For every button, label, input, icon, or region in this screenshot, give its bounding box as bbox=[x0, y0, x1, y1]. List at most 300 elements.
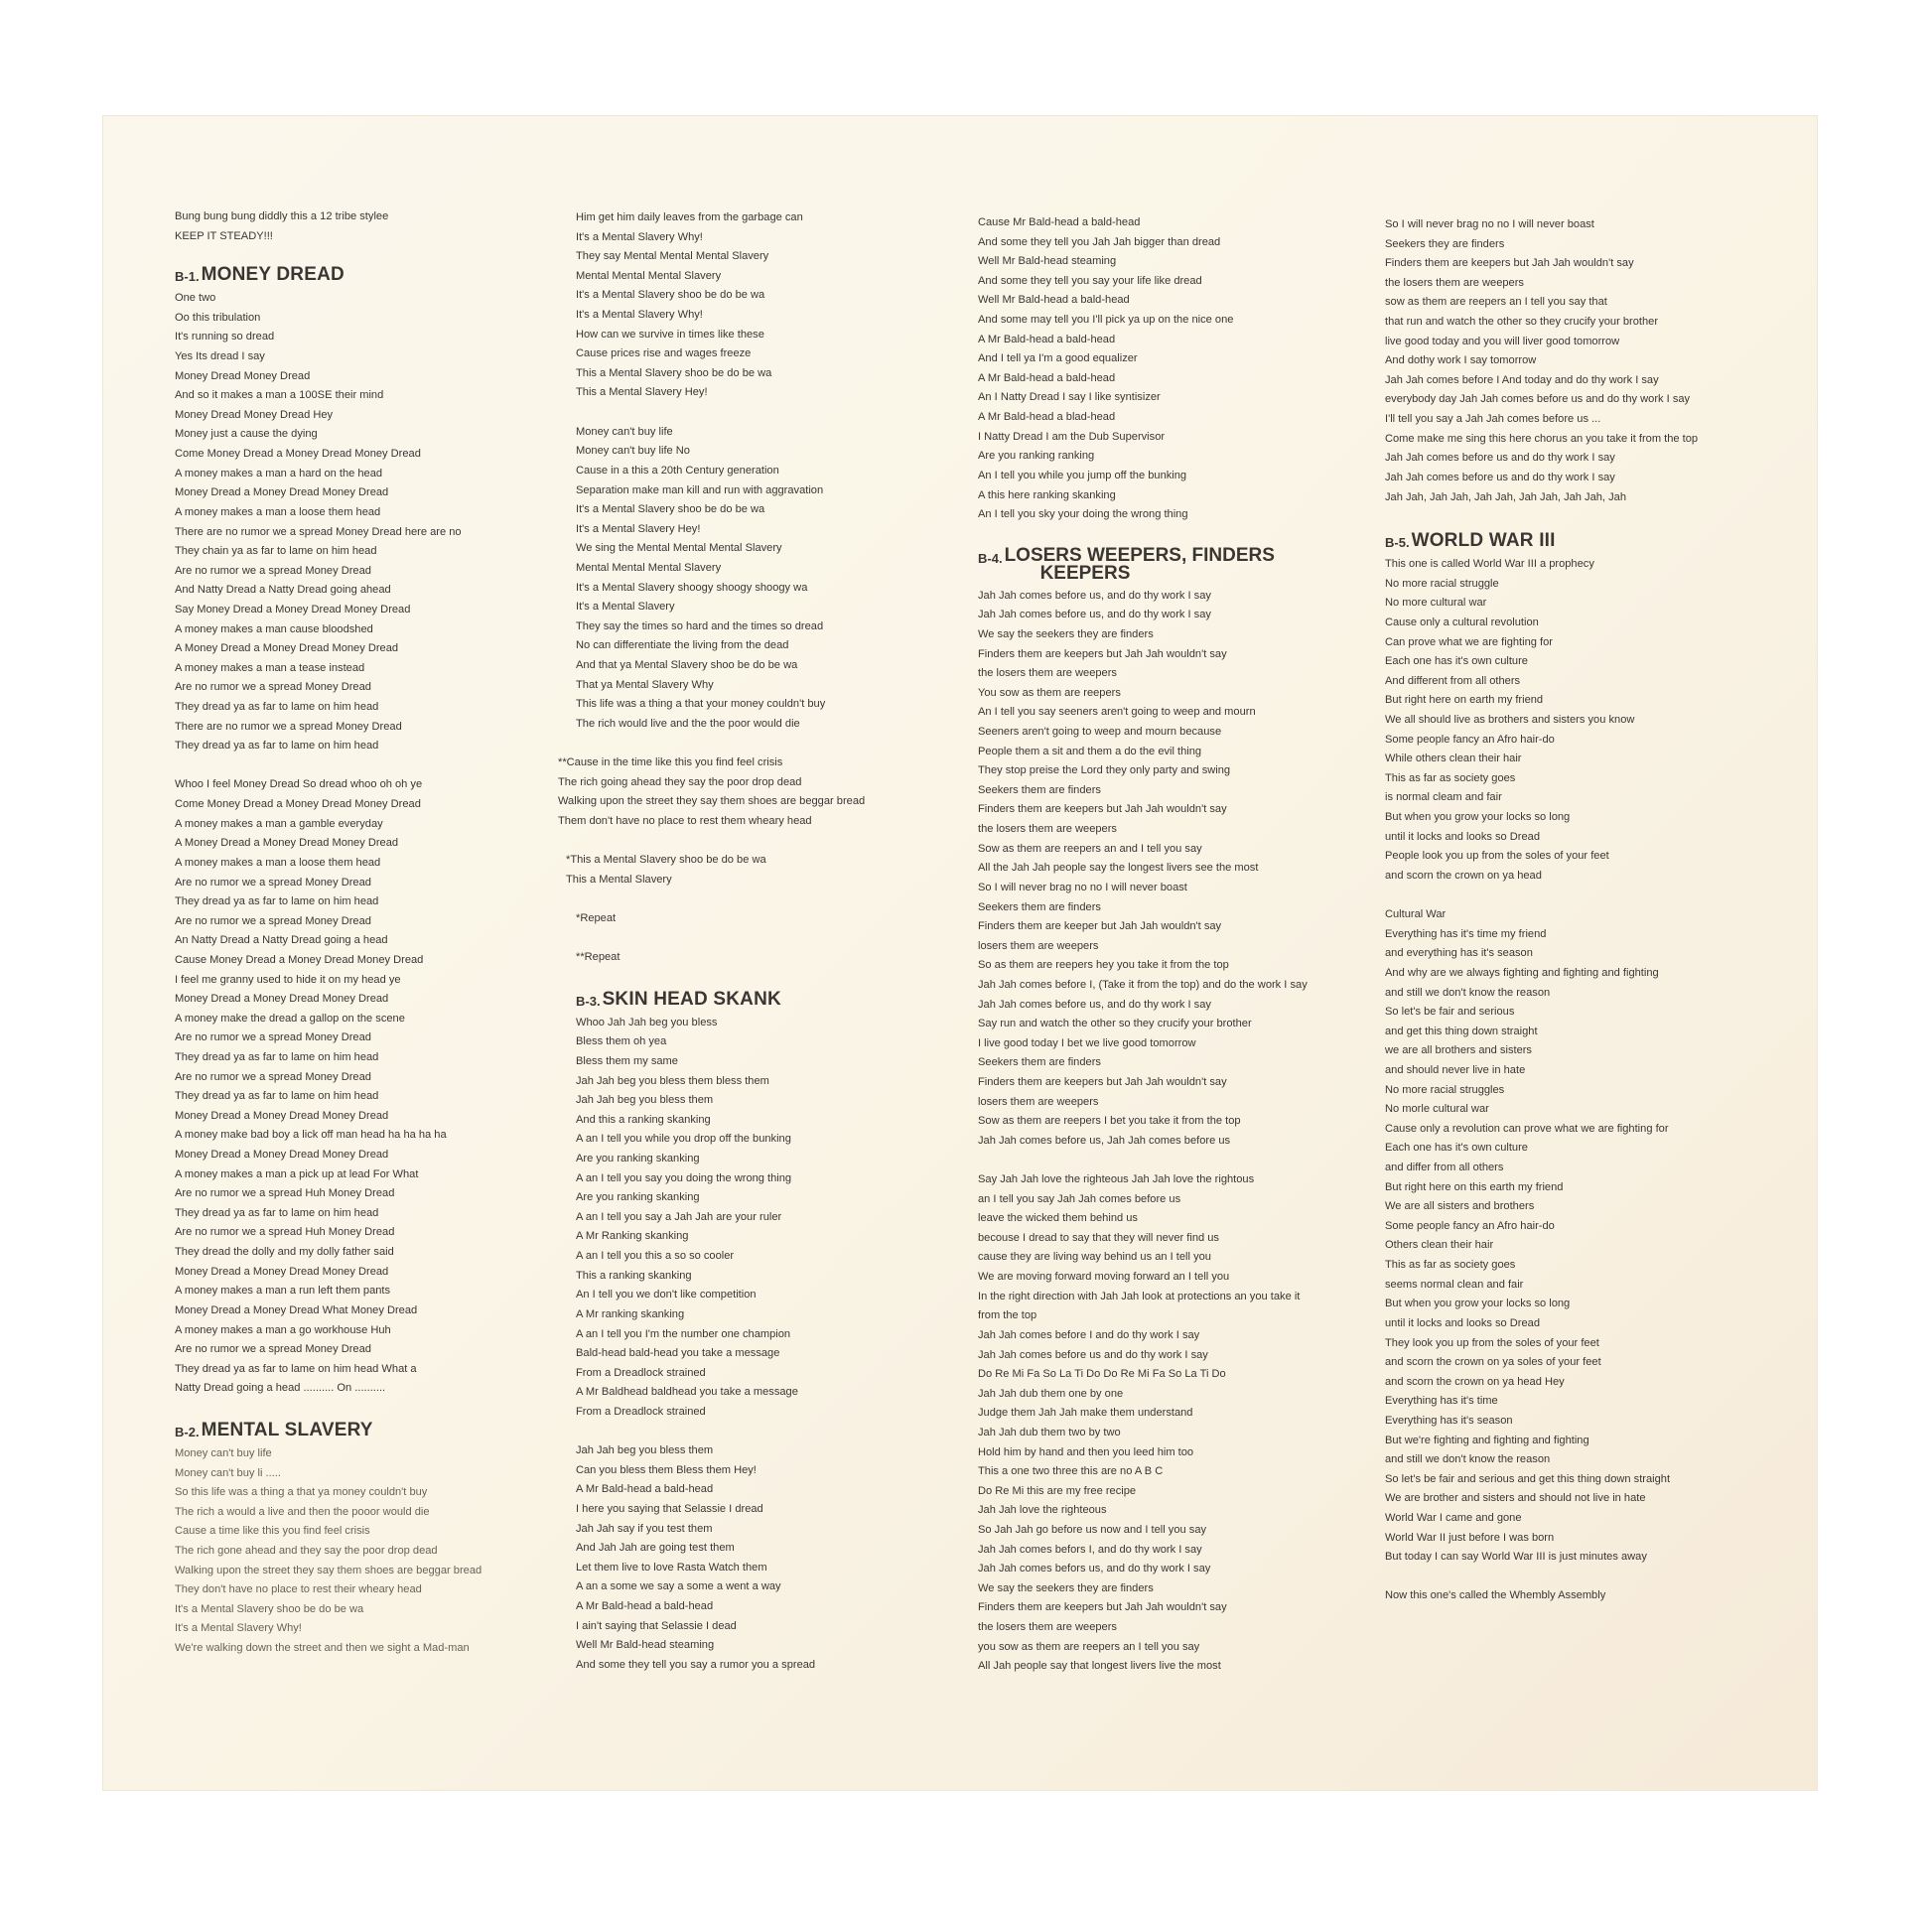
track-title: SKIN HEAD SKANK bbox=[602, 988, 781, 1010]
lyric-line: and still we don't know the reason bbox=[1385, 986, 1551, 999]
lyric-line: People look you up from the soles of your feet bbox=[1385, 850, 1609, 863]
lyric-line: and differ from all others bbox=[1385, 1162, 1504, 1174]
lyric-line: They dread ya as far to lame on him head bbox=[175, 1090, 379, 1103]
lyric-line: So I will never brag no no I will never boast bbox=[1385, 218, 1594, 230]
lyric-line: I feel me granny used to hide it on my head ye bbox=[175, 973, 401, 986]
lyric-line: Seeners aren't going to weep and mourn because bbox=[978, 726, 1222, 739]
lyric-line: losers them are weepers bbox=[978, 939, 1099, 952]
track-number: B-1. bbox=[175, 269, 200, 285]
lyric-line: **Cause in the time like this you find feel crisis bbox=[558, 756, 783, 769]
repeat-note: **Repeat bbox=[576, 951, 621, 964]
lyric-line: They look you up from the soles of your feet bbox=[1385, 1336, 1599, 1349]
lyric-line: I ain't saying that Selassie I dead bbox=[576, 1619, 737, 1632]
lyric-line: Are no rumor we a spread Money Dread bbox=[175, 681, 371, 694]
mental-slavery-lyrics bbox=[175, 1444, 552, 1659]
lyric-line: from the top bbox=[978, 1309, 1037, 1322]
lyric-line: The rich a would a live and then the pooor would die bbox=[175, 1505, 430, 1518]
lyric-line: A money make bad boy a lick off man head ha ha ha ha bbox=[175, 1129, 447, 1142]
lyric-line: They dread ya as far to lame on him head bbox=[175, 895, 379, 908]
lyric-line: the losers them are weepers bbox=[978, 1621, 1117, 1634]
lyric-line: Jah Jah beg you bless them bbox=[576, 1444, 714, 1457]
lyric-line: Them don't have no place to rest them wheary head bbox=[558, 814, 812, 827]
lyric-line: An I Natty Dread I say I like syntisizer bbox=[978, 391, 1161, 404]
lyric-line: They dread ya as far to lame on him head bbox=[175, 701, 379, 714]
lyric-line: A Money Dread a Money Dread Money Dread bbox=[175, 837, 399, 850]
lyric-line: We say the seekers they are finders bbox=[978, 1581, 1154, 1594]
lyric-line: Well Mr Bald-head steaming bbox=[576, 1639, 715, 1652]
lyric-line: It's a Mental Slavery bbox=[576, 601, 675, 614]
lyric-line: A an I tell you while you drop off the bunking bbox=[576, 1133, 791, 1146]
lyric-line: Cause a time like this you find feel crisis bbox=[175, 1525, 370, 1538]
lyric-line: While others clean their hair bbox=[1385, 753, 1522, 765]
lyric-line: We all should live as brothers and sisters you know bbox=[1385, 714, 1635, 727]
lyric-line: Money Dread a Money Dread Money Dread bbox=[175, 1109, 389, 1122]
world-war-iii-lyrics-b bbox=[1385, 905, 1782, 1568]
lyric-line: Jah Jah comes before us, and do thy work I say bbox=[978, 589, 1211, 602]
lyric-line: Jah Jah, Jah Jah, Jah Jah, Jah Jah, Jah Jah, Jah bbox=[1385, 490, 1626, 503]
lyric-line: They dread ya as far to lame on him head bbox=[175, 1206, 379, 1219]
lyric-line: everybody day Jah Jah comes before us and do thy work I say bbox=[1385, 393, 1691, 406]
column-2 bbox=[558, 208, 973, 1675]
lyric-line: Are no rumor we a spread Money Dread bbox=[175, 564, 371, 577]
lyric-line: Are no rumor we a spread Money Dread bbox=[175, 876, 371, 889]
lyric-line: A Mr ranking skanking bbox=[576, 1307, 685, 1320]
lyric-line: No morle cultural war bbox=[1385, 1103, 1489, 1116]
lyric-line: Seekers them are finders bbox=[978, 783, 1101, 796]
lyric-line: Are you ranking skanking bbox=[576, 1191, 700, 1204]
money-dread-lyrics-a bbox=[175, 289, 552, 756]
lyric-line: an I tell you say Jah Jah comes before us bbox=[978, 1192, 1181, 1205]
mental-slavery-lyrics-a bbox=[576, 208, 973, 403]
lyric-line: So as them are reepers hey you take it from the top bbox=[978, 959, 1229, 972]
lyric-line: A Mr Baldhead baldhead you take a message bbox=[576, 1386, 798, 1399]
lyric-line: Jah Jah comes before us, and do thy work I say bbox=[978, 609, 1211, 621]
lyric-line: An I tell you while you jump off the bunking bbox=[978, 469, 1187, 481]
lyric-line: I Natty Dread I am the Dub Supervisor bbox=[978, 430, 1166, 443]
column-1 bbox=[175, 207, 552, 1659]
lyric-line: A money makes a man a loose them head bbox=[175, 856, 381, 869]
lyric-line: But right here on earth my friend bbox=[1385, 694, 1544, 707]
track-title: MENTAL SLAVERY bbox=[201, 1419, 373, 1440]
lyric-line: live good today and you will liver good tomorrow bbox=[1385, 335, 1620, 347]
lyric-line: So let's be fair and serious bbox=[1385, 1006, 1515, 1019]
lyric-line: Some people fancy an Afro hair-do bbox=[1385, 733, 1555, 746]
lyric-line: A an I tell you say a Jah Jah are your ruler bbox=[576, 1210, 782, 1223]
lyric-line: The rich gone ahead and they say the poor drop dead bbox=[175, 1545, 438, 1557]
lyric-line: Do Re Mi this are my free recipe bbox=[978, 1484, 1137, 1497]
lyric-line: And dothy work I say tomorrow bbox=[1385, 354, 1537, 367]
lyric-line: This as far as society goes bbox=[1385, 771, 1516, 784]
lyric-line: From a Dreadlock strained bbox=[576, 1405, 706, 1418]
lyric-line: An I tell you say seeners aren't going to weep and mourn bbox=[978, 706, 1256, 719]
lyric-line: Seekers them are finders bbox=[978, 1056, 1101, 1069]
lyric-line: Finders them are keeper but Jah Jah wouldn't say bbox=[978, 920, 1222, 933]
section-heading-b4 bbox=[978, 544, 1375, 584]
lyric-line: Cause Money Dread a Money Dread Money Dread bbox=[175, 953, 424, 966]
lyric-line: Jah Jah beg you bless them bless them bbox=[576, 1074, 769, 1087]
lyric-line: Judge them Jah Jah make them understand bbox=[978, 1407, 1193, 1420]
lyric-line: Money just a cause the dying bbox=[175, 428, 318, 441]
lyric-line: So let's be fair and serious and get this thing down straight bbox=[1385, 1472, 1671, 1485]
lyric-line: From a Dreadlock strained bbox=[576, 1366, 706, 1379]
lyric-line: A Mr Bald-head a bald-head bbox=[978, 371, 1116, 384]
lyric-line: Are no rumor we a spread Money Dread bbox=[175, 1070, 371, 1083]
lyric-line: Separation make man kill and run with aggravation bbox=[576, 483, 824, 496]
lyric-line: Jah Jah comes befors us, and do thy work I say bbox=[978, 1563, 1211, 1575]
lyric-line: sow as them are reepers an I tell you say that bbox=[1385, 296, 1607, 309]
money-dread-lyrics-b bbox=[175, 775, 552, 1399]
lyric-line: But when you grow your locks so long bbox=[1385, 1298, 1571, 1310]
lyric-line: Jah Jah dub them two by two bbox=[978, 1426, 1121, 1438]
lyric-line: A Mr Bald-head a bald-head bbox=[576, 1483, 714, 1496]
lyric-line: No more racial struggle bbox=[1385, 577, 1499, 590]
lyric-line: How can we survive in times like these bbox=[576, 328, 764, 341]
lyric-line: An I tell you sky your doing the wrong thing bbox=[978, 508, 1188, 521]
lyric-line: One two bbox=[175, 292, 216, 305]
losers-weepers-lyrics-b bbox=[978, 1170, 1375, 1677]
lyric-line: It's a Mental Slavery shoogy shoogy shoogy wa bbox=[576, 581, 808, 594]
lyric-line: We sing the Mental Mental Mental Slavery bbox=[576, 542, 782, 555]
lyric-line: Jah Jah beg you bless them bbox=[576, 1094, 714, 1107]
mental-slavery-lyrics-b bbox=[576, 423, 973, 735]
lyric-line: Cause only a cultural revolution bbox=[1385, 616, 1539, 628]
lyric-line: They don't have no place to rest their wheary head bbox=[175, 1583, 422, 1596]
section-heading-b3 bbox=[576, 990, 973, 1010]
skin-head-skank-lyrics-a bbox=[576, 1014, 973, 1423]
lyric-line: Cause prices rise and wages freeze bbox=[576, 347, 752, 360]
lyric-line: And some they tell you say a rumor you a spread bbox=[576, 1658, 816, 1671]
lyric-line: Are no rumor we a spread Money Dread bbox=[175, 1031, 371, 1044]
lyric-line: Everything has it's time bbox=[1385, 1395, 1498, 1408]
lyric-line: We are all sisters and brothers bbox=[1385, 1200, 1535, 1213]
lyric-line: Whoo I feel Money Dread So dread whoo oh oh ye bbox=[175, 778, 423, 791]
lyric-line: A Mr Ranking skanking bbox=[576, 1230, 689, 1243]
lyric-line: Everything has it's season bbox=[1385, 1414, 1513, 1427]
lyric-line: No more cultural war bbox=[1385, 597, 1487, 610]
lyric-line: Well Mr Bald-head a bald-head bbox=[978, 294, 1130, 307]
lyric-line: cause they are living way behind us an I tell you bbox=[978, 1251, 1211, 1264]
lyric-line: No can differentiate the living from the dead bbox=[576, 639, 789, 652]
lyric-line: Jah Jah say if you test them bbox=[576, 1522, 713, 1535]
lyric-line: Jah Jah comes before us, Jah Jah comes before us bbox=[978, 1134, 1231, 1147]
outro-line: Now this one's called the Whembly Assembly bbox=[1385, 1589, 1606, 1602]
lyric-line: All Jah people say that longest livers live the most bbox=[978, 1660, 1221, 1673]
lyric-line: They dread ya as far to lame on him head bbox=[175, 1050, 379, 1063]
lyric-line: And Natty Dread a Natty Dread going ahead bbox=[175, 584, 391, 597]
lyric-line: Cultural War bbox=[1385, 908, 1447, 921]
lyric-line: And Jah Jah are going test them bbox=[576, 1542, 735, 1555]
track-number: B-5. bbox=[1385, 535, 1410, 551]
lyric-line: is normal cleam and fair bbox=[1385, 791, 1502, 804]
lyric-line: A money makes a man a loose them head bbox=[175, 505, 381, 518]
lyric-line: This a Mental Slavery Hey! bbox=[576, 386, 708, 399]
lyric-line: A an I tell you say you doing the wrong thing bbox=[576, 1171, 792, 1184]
lyric-line: Can you bless them Bless them Hey! bbox=[576, 1463, 757, 1476]
lyric-line: So Jah Jah go before us now and I tell you say bbox=[978, 1524, 1207, 1536]
lyric-line: Come Money Dread a Money Dread Money Dread bbox=[175, 798, 421, 811]
lyric-line: There are no rumor we a spread Money Dread here are no bbox=[175, 525, 462, 538]
lyric-line: They say Mental Mental Mental Slavery bbox=[576, 250, 769, 263]
lyric-line: Money Dread a Money Dread Money Dread bbox=[175, 1149, 389, 1162]
track-title: MONEY DREAD bbox=[201, 264, 345, 286]
lyric-line: But we're fighting and fighting and fighting bbox=[1385, 1434, 1589, 1446]
lyric-line: They say the times so hard and the times so dread bbox=[576, 619, 824, 632]
lyric-line: They dread ya as far to lame on him head What a bbox=[175, 1362, 417, 1375]
lyric-line: People them a sit and them a do the evil thing bbox=[978, 745, 1202, 757]
lyric-line: A money makes a man a gamble everyday bbox=[175, 817, 383, 830]
lyric-line: and get this thing down straight bbox=[1385, 1025, 1538, 1037]
track-number: B-4. bbox=[978, 550, 1003, 566]
lyric-line: Finders them are keepers but Jah Jah wouldn't say bbox=[978, 803, 1227, 816]
lyric-line: The rich would live and the the poor would die bbox=[576, 717, 800, 730]
lyric-line: It's a Mental Slavery Why! bbox=[175, 1622, 302, 1635]
lyric-line: and scorn the crown on ya head Hey bbox=[1385, 1375, 1565, 1388]
lyric-line: Cause in a this a 20th Century generation bbox=[576, 464, 779, 477]
lyric-line: It's a Mental Slavery Why! bbox=[576, 309, 703, 322]
lyric-line: And some may tell you I'll pick ya up on the nice one bbox=[978, 314, 1234, 327]
lyric-line: Bald-head bald-head you take a message bbox=[576, 1347, 780, 1360]
lyric-line: Yes Its dread I say bbox=[175, 350, 265, 363]
lyric-line: Money can't buy life bbox=[576, 425, 673, 438]
lyric-line: and scorn the crown on ya soles of your feet bbox=[1385, 1356, 1601, 1369]
lyric-line: Everything has it's time my friend bbox=[1385, 927, 1547, 940]
mental-slavery-lyrics-d bbox=[566, 851, 973, 890]
lyric-line: In the right direction with Jah Jah look at protections an you take it bbox=[978, 1290, 1301, 1302]
skin-head-skank-lyrics-c bbox=[978, 213, 1375, 525]
lyric-line: Come Money Dread a Money Dread Money Dread bbox=[175, 448, 421, 461]
lyric-line: Do Re Mi Fa So La Ti Do Do Re Mi Fa So La Ti Do bbox=[978, 1368, 1226, 1381]
lyric-line: A an a some we say a some a went a way bbox=[576, 1580, 781, 1593]
lyric-line: We say the seekers they are finders bbox=[978, 627, 1154, 640]
lyric-line: Say Money Dread a Money Dread Money Dread bbox=[175, 603, 411, 616]
lyric-line: Jah Jah comes before us and do thy work I say bbox=[1385, 471, 1615, 483]
lyric-line: World War II just before I was born bbox=[1385, 1531, 1555, 1544]
lyric-line: I live good today I bet we live good tomorrow bbox=[978, 1036, 1196, 1049]
lyric-line: A money makes a man cause bloodshed bbox=[175, 622, 373, 635]
track-number: B-3. bbox=[576, 993, 601, 1009]
lyric-line: This as far as society goes bbox=[1385, 1259, 1516, 1272]
lyric-line: An I tell you we don't like competition bbox=[576, 1289, 757, 1301]
lyric-line: It's a Mental Slavery Why! bbox=[576, 230, 703, 243]
section-heading-b2 bbox=[175, 1421, 552, 1440]
lyric-line: Money Dread a Money Dread Money Dread bbox=[175, 1265, 389, 1278]
lyric-line: and scorn the crown on ya head bbox=[1385, 869, 1542, 882]
lyric-line: A money makes a man a run left them pants bbox=[175, 1285, 391, 1298]
lyric-line: Can prove what we are fighting for bbox=[1385, 635, 1553, 648]
lyric-line: And some they tell you say your life like dread bbox=[978, 274, 1202, 287]
lyric-line: Say Jah Jah love the righteous Jah Jah love the rightous bbox=[978, 1173, 1255, 1186]
lyric-line: Jah Jah love the righteous bbox=[978, 1504, 1107, 1517]
lyric-line: A an I tell you I'm the number one champion bbox=[576, 1327, 791, 1340]
lyric-line: And so it makes a man a 100SE their mind bbox=[175, 389, 384, 402]
lyric-line: This a ranking skanking bbox=[576, 1269, 692, 1282]
lyric-line: There are no rumor we a spread Money Dread bbox=[175, 720, 402, 733]
lyric-line: But right here on this earth my friend bbox=[1385, 1180, 1564, 1193]
lyric-line: It's a Mental Slavery Hey! bbox=[576, 522, 701, 535]
lyric-line: Natty Dread going a head .......... On .......... bbox=[175, 1382, 386, 1395]
track-number: B-2. bbox=[175, 1424, 200, 1439]
lyric-line: I here you saying that Selassie I dread bbox=[576, 1503, 763, 1515]
lyric-line: The rich going ahead they say the poor drop dead bbox=[558, 775, 802, 788]
lyric-line: Walking upon the street they say them shoes are beggar bread bbox=[175, 1564, 483, 1576]
lyric-line: A an I tell you this a so so cooler bbox=[576, 1250, 735, 1263]
lyric-line: Each one has it's own culture bbox=[1385, 655, 1528, 668]
lyric-line: Money Dread a Money Dread Money Dread bbox=[175, 993, 389, 1006]
mental-slavery-lyrics-c bbox=[558, 753, 973, 831]
lyric-line: A Money Dread a Money Dread Money Dread bbox=[175, 642, 399, 655]
lyric-line: Jah Jah comes befors I, and do thy work I say bbox=[978, 1543, 1202, 1556]
lyric-line: leave the wicked them behind us bbox=[978, 1212, 1138, 1225]
lyric-line: Are no rumor we a spread Huh Money Dread bbox=[175, 1187, 395, 1200]
lyric-line: They dread the dolly and my dolly father said bbox=[175, 1246, 394, 1259]
lyric-line: Jah Jah comes before I, (Take it from the top) and do the work I say bbox=[978, 978, 1308, 991]
skin-head-skank-lyrics-b bbox=[576, 1441, 973, 1675]
lyric-line: Are no rumor we a spread Money Dread bbox=[175, 1343, 371, 1356]
lyric-line: Money Dread a Money Dread What Money Dread bbox=[175, 1303, 418, 1316]
lyric-line: They stop preise the Lord they only party and swing bbox=[978, 764, 1231, 777]
lyric-line: the losers them are weepers bbox=[1385, 276, 1524, 289]
lyric-line: Sow as them are reepers I bet you take it from the top bbox=[978, 1115, 1241, 1128]
lyric-line: They chain ya as far to lame on him head bbox=[175, 545, 377, 558]
lyric-line: I'll tell you say a Jah Jah comes before us ... bbox=[1385, 413, 1601, 426]
lyric-line: Each one has it's own culture bbox=[1385, 1142, 1528, 1155]
lyric-line: Hold him by hand and then you leed him too bbox=[978, 1445, 1194, 1458]
lyric-line: A this here ranking skanking bbox=[978, 488, 1116, 501]
lyric-line: Finders them are keepers but Jah Jah wouldn't say bbox=[978, 647, 1227, 660]
lyric-line: Are no rumor we a spread Money Dread bbox=[175, 914, 371, 927]
lyric-line: And this a ranking skanking bbox=[576, 1113, 711, 1126]
lyric-line: Jah Jah comes before I And today and do thy work I say bbox=[1385, 373, 1659, 386]
lyric-line: Finders them are keepers but Jah Jah wouldn't say bbox=[978, 1601, 1227, 1614]
section-heading-b1 bbox=[175, 265, 552, 285]
lyric-line: But when you grow your locks so long bbox=[1385, 811, 1571, 824]
lyric-line: Jah Jah comes before I and do thy work I say bbox=[978, 1328, 1200, 1341]
lyric-line: Are no rumor we a spread Huh Money Dread bbox=[175, 1226, 395, 1239]
lyric-line: Bless them oh yea bbox=[576, 1035, 667, 1048]
repeat-note: *Repeat bbox=[576, 911, 617, 924]
lyric-line: Sow as them are reepers an and I tell you say bbox=[978, 842, 1202, 855]
lyric-line: Jah Jah comes before us, and do thy work I say bbox=[978, 998, 1211, 1011]
lyric-line: Money can't buy li ..... bbox=[175, 1466, 281, 1479]
lyric-line: Jah Jah comes before us and do thy work I say bbox=[978, 1348, 1208, 1361]
lyric-line: you sow as them are reepers an I tell you say bbox=[978, 1640, 1200, 1653]
lyric-line: Money Dread a Money Dread Money Dread bbox=[175, 486, 389, 499]
lyric-line: But today I can say World War III is just minutes away bbox=[1385, 1551, 1647, 1564]
lyric-line: Seekers them are finders bbox=[978, 900, 1101, 913]
losers-weepers-lyrics-a bbox=[978, 587, 1375, 1152]
lyric-line: And why are we always fighting and fighting and fighting bbox=[1385, 966, 1659, 979]
lyric-line: and still we don't know the reason bbox=[1385, 1453, 1551, 1466]
lyric-line: This life was a thing a that your money couldn't buy bbox=[576, 698, 826, 711]
lyric-line: An Natty Dread a Natty Dread going a head bbox=[175, 934, 388, 947]
track-title: LOSERS WEEPERS, FINDERS bbox=[1004, 544, 1275, 566]
lyric-line: Him get him daily leaves from the garbage can bbox=[576, 211, 803, 223]
lyric-line: And that ya Mental Slavery shoo be do be wa bbox=[576, 659, 798, 672]
lyric-line: the losers them are weepers bbox=[978, 823, 1117, 836]
lyric-line: Finders them are keepers but Jah Jah wouldn't say bbox=[978, 1075, 1227, 1088]
lyric-line: A money makes a man a tease instead bbox=[175, 661, 365, 674]
lyric-line: Money can't buy life bbox=[175, 1446, 272, 1459]
lyric-line: Bless them my same bbox=[576, 1054, 678, 1067]
lyric-line: seems normal clean and fair bbox=[1385, 1278, 1524, 1291]
lyric-line: until it locks and looks so Dread bbox=[1385, 830, 1541, 843]
lyric-line: It's a Mental Slavery shoo be do be wa bbox=[576, 289, 765, 302]
column-3 bbox=[978, 213, 1375, 1677]
lyric-line: and should never live in hate bbox=[1385, 1063, 1526, 1076]
lyric-line: until it locks and looks so Dread bbox=[1385, 1316, 1541, 1329]
lyric-line: This one is called World War III a prophecy bbox=[1385, 558, 1594, 571]
lyric-line: They dread ya as far to lame on him head bbox=[175, 740, 379, 753]
lyric-line: A money make the dread a gallop on the scene bbox=[175, 1012, 405, 1025]
lyric-line: World War I came and gone bbox=[1385, 1512, 1522, 1524]
lyric-line: Cause Mr Bald-head a bald-head bbox=[978, 216, 1141, 228]
lyric-line: Come make me sing this here chorus an you take it from the top bbox=[1385, 432, 1699, 445]
lyric-line: Some people fancy an Afro hair-do bbox=[1385, 1219, 1555, 1232]
lyric-line: All the Jah Jah people say the longest livers see the most bbox=[978, 862, 1259, 875]
lyric-line: A money makes a man a go workhouse Huh bbox=[175, 1323, 391, 1336]
lyric-line: A Mr Bald-head a blad-head bbox=[978, 411, 1116, 424]
lyric-line: A money makes a man a pick up at lead For What bbox=[175, 1167, 419, 1180]
lyric-line: It's a Mental Slavery shoo be do be wa bbox=[175, 1602, 364, 1615]
lyric-line: Money can't buy life No bbox=[576, 445, 690, 458]
lyric-line: Walking upon the street they say them shoes are beggar bread bbox=[558, 795, 866, 808]
lyric-line: Let them live to love Rasta Watch them bbox=[576, 1561, 767, 1574]
lyric-line: So I will never brag no no I will never boast bbox=[978, 881, 1187, 893]
lyric-line: This a one two three this are no A B C bbox=[978, 1465, 1164, 1478]
lyric-line: And some they tell you Jah Jah bigger than dread bbox=[978, 235, 1221, 248]
lyric-line: becouse I dread to say that they will never find us bbox=[978, 1231, 1219, 1244]
lyric-line: we are all brothers and sisters bbox=[1385, 1044, 1532, 1057]
lyric-line: KEEP IT STEADY!!! bbox=[175, 229, 273, 242]
track-title: WORLD WAR III bbox=[1411, 530, 1556, 552]
lyric-line: No more racial struggles bbox=[1385, 1083, 1505, 1096]
lyric-line: *This a Mental Slavery shoo be do be wa bbox=[566, 854, 766, 867]
intro-lines bbox=[175, 207, 552, 246]
lyric-line: This a Mental Slavery shoo be do be wa bbox=[576, 366, 772, 379]
lyric-line: And I tell ya I'm a good equalizer bbox=[978, 352, 1138, 365]
lyric-line: Others clean their hair bbox=[1385, 1239, 1494, 1252]
lyric-line: Whoo Jah Jah beg you bless bbox=[576, 1016, 718, 1028]
lyric-line: Finders them are keepers but Jah Jah wouldn't say bbox=[1385, 257, 1634, 270]
lyric-line: A Mr Bald-head a bald-head bbox=[978, 333, 1116, 345]
section-heading-b5 bbox=[1385, 531, 1782, 551]
lyric-line: Well Mr Bald-head steaming bbox=[978, 255, 1117, 268]
lyric-line: A Mr Bald-head a bald-head bbox=[576, 1600, 714, 1613]
lyric-line: This a Mental Slavery bbox=[566, 873, 672, 886]
lyric-line: We are brother and sisters and should not live in hate bbox=[1385, 1492, 1646, 1505]
lyric-line: You sow as them are reepers bbox=[978, 686, 1121, 699]
lyric-line: Are you ranking ranking bbox=[978, 450, 1095, 463]
lyric-line: It's a Mental Slavery shoo be do be wa bbox=[576, 503, 765, 516]
lyric-line: Mental Mental Mental Slavery bbox=[576, 561, 722, 574]
lyric-line: And different from all others bbox=[1385, 674, 1521, 687]
lyric-line: Money Dread Money Dread bbox=[175, 369, 311, 382]
lyric-line: Money Dread Money Dread Hey bbox=[175, 408, 334, 421]
lyric-line: Say run and watch the other so they crucify your brother bbox=[978, 1018, 1252, 1030]
track-title-continued: KEEPERS bbox=[1039, 562, 1131, 584]
lyric-line: Jah Jah comes before us and do thy work I say bbox=[1385, 452, 1615, 465]
lyric-line: Jah Jah dub them one by one bbox=[978, 1387, 1124, 1400]
lyric-line: Mental Mental Mental Slavery bbox=[576, 269, 722, 282]
column-4 bbox=[1385, 215, 1782, 1606]
lyric-line: We are moving forward moving forward an I tell you bbox=[978, 1271, 1230, 1284]
lyric-line: Cause only a revolution can prove what we are fighting for bbox=[1385, 1122, 1669, 1135]
lyric-line: A money makes a man a hard on the head bbox=[175, 467, 383, 479]
lyric-line: that run and watch the other so they crucify your brother bbox=[1385, 316, 1659, 329]
lyric-line: Oo this tribulation bbox=[175, 311, 261, 324]
lyric-line: and everything has it's season bbox=[1385, 947, 1533, 960]
world-war-iii-lyrics-a bbox=[1385, 555, 1782, 886]
